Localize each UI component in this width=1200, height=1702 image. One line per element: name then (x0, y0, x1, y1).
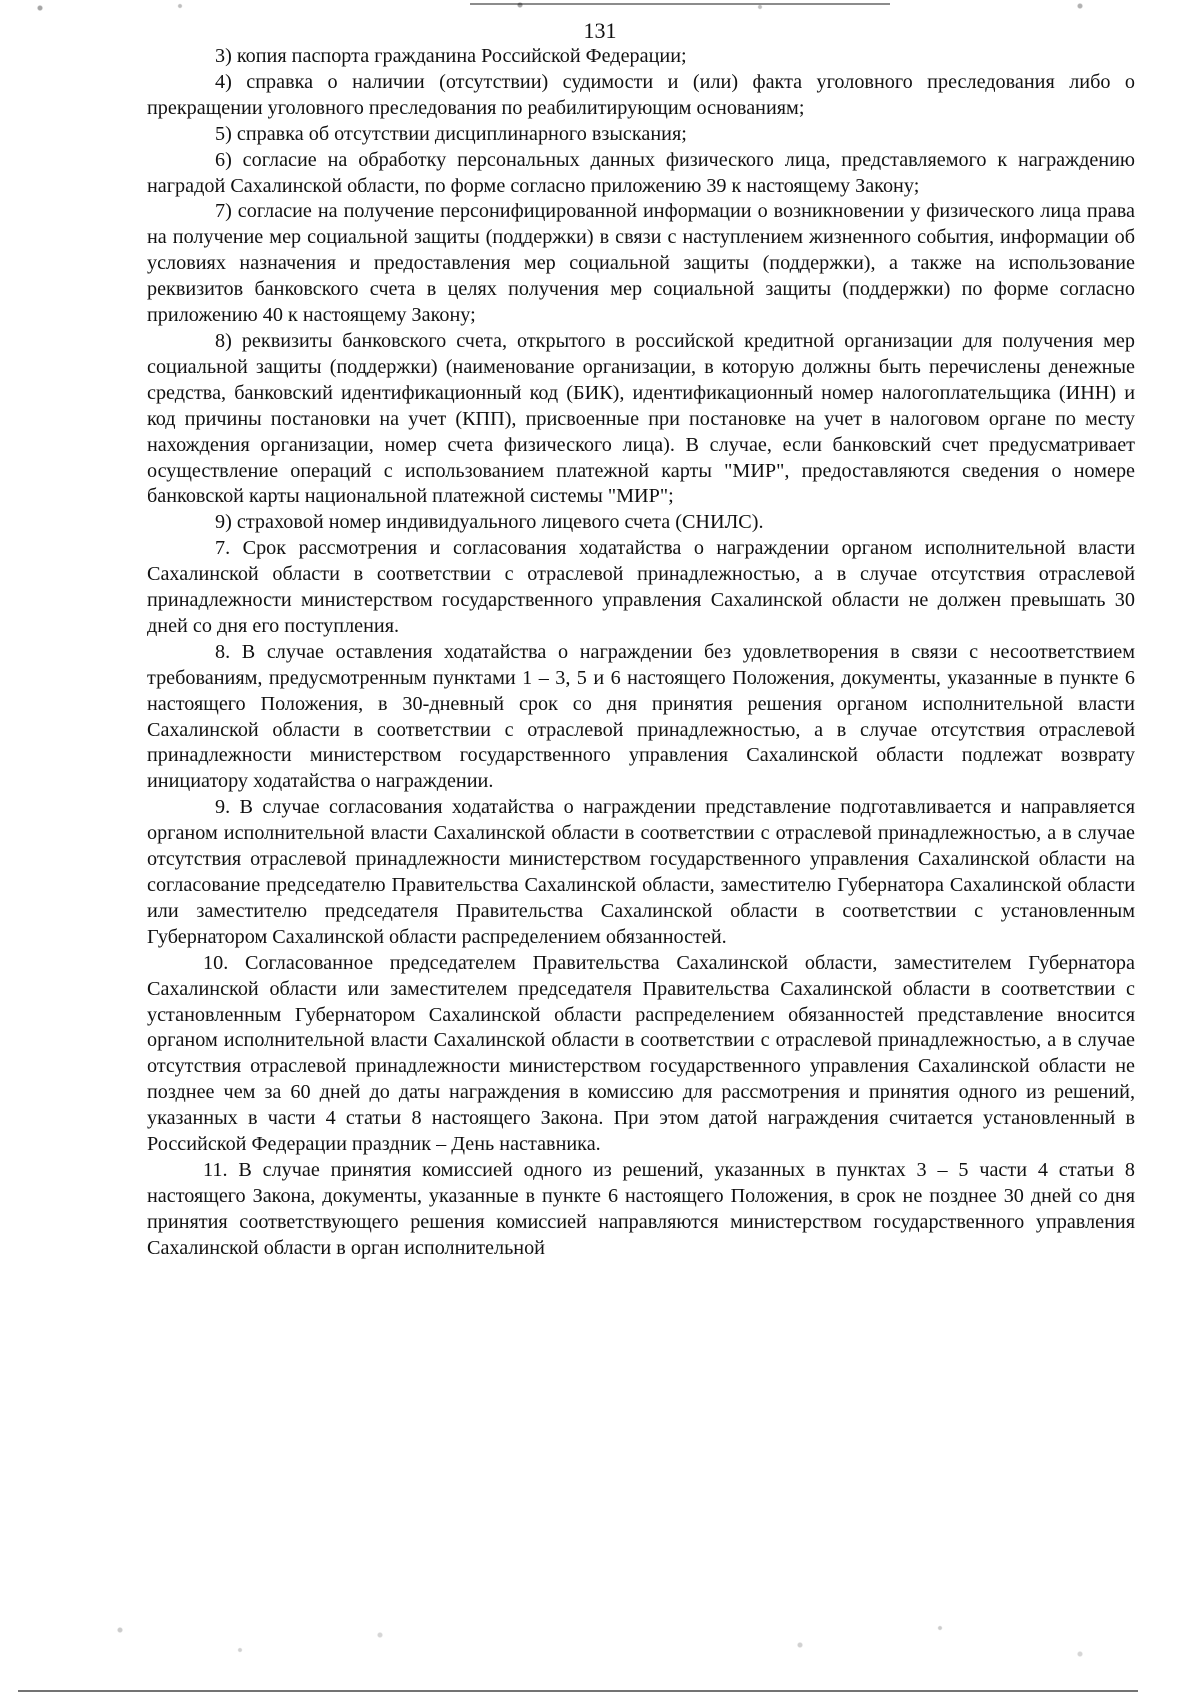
paragraph-item-5: 5) справка об отсутствии дисциплинарного взыскания; (215, 122, 687, 145)
top-scan-line (470, 3, 890, 5)
clause-8: 8. В случае оставления ходатайства о награждении без удовлетворения в связи с несоответствием требованиям, предусмотренным пунктами 1 – 3, 5 и 6 настоящего Положения, документы, указанные в пункте 6 настоящего Положения, в 30-дневный срок со дня принятия решения органом исполнительной власти Сахалинской области в соответствии с отраслевой принадлежностью, а в случае отсутствия отраслевой принадлежности министерством государственного управления Сахалинской области подлежат возврату инициатору ходатайства о награждении. (147, 640, 1135, 793)
paragraph-item-9: 9) страховой номер индивидуального лицевого счета (СНИЛС). (215, 511, 764, 534)
page-number: 131 (583, 18, 617, 43)
document-body (147, 44, 1135, 1262)
clause-9: 9. В случае согласования ходатайства о награждении представление подготавливается и направляется органом исполнительной власти Сахалинской области в соответствии с отраслевой принадлежностью, а в случае отсутствия отраслевой принадлежности министерством государственного управления Сахалинской области на согласование председателю Правительства Сахалинской области, заместителю Губернатора Сахалинской области или заместителю председателя Правительства Сахалинской области в соответствии с установленным Губернатором Сахалинской области распределением обязанностей. (147, 796, 1135, 948)
paragraph-item-6: 6) согласие на обработку персональных данных физического лица, представляемого к награждению наградой Сахалинской области, по форме согласно приложению 39 к настоящему Закону; (147, 148, 1135, 197)
paragraph-item-7: 7) согласие на получение персонифицированной информации о возникновении у физического лица права на получение мер социальной защиты (поддержки) в связи с наступлением жизненного события, информации об условиях назначения и предоставления мер социальной защиты (поддержки), а также на использование реквизитов банковского счета в целях получения мер социальной защиты (поддержки) по форме согласно приложению 40 к настоящему Закону; (147, 200, 1135, 327)
paragraph-item-8: 8) реквизиты банковского счета, открытого в российской кредитной организации для получения мер социальной защиты (поддержки) (наименование организации, в которую должны быть перечислены денежные средства, банковский идентификационный код (БИК), идентификационный номер налогоплательщика (ИНН) и код причины постановки на учет (КПП), присвоенные при постановке на учет в налоговом органе по месту нахождения организации, номер счета физического лица). В случае, если банковский счет предусматривает осуществление операций с использованием платежной карты "МИР", предоставляются сведения о номере банковской карты национальной платежной системы "МИР"; (147, 329, 1135, 508)
scan-noise-bottom (0, 1610, 1200, 1702)
paragraph-item-3: 3) копия паспорта гражданина Российской Федерации; (215, 45, 687, 67)
clause-7: 7. Срок рассмотрения и согласования ходатайства о награждении органом исполнительной власти Сахалинской области в соответствии с отраслевой принадлежностью, а в случае отсутствия отраслевой принадлежности министерством государственного управления Сахалинской области не должен превышать 30 дней со дня его поступления. (147, 537, 1135, 637)
paragraph-item-4: 4) справка о наличии (отсутствии) судимости и (или) факта уголовного преследования либо о прекращении уголовного преследования по реабилитирующим основаниям; (147, 70, 1135, 119)
bottom-scan-line (18, 1690, 1138, 1692)
clause-10: 10. Согласованное председателем Правительства Сахалинской области, заместителем Губернатора Сахалинской области или заместителем председателя Правительства Сахалинской области в соответствии с установленным Губернатором Сахалинской области распределением обязанностей представление вносится органом исполнительной власти Сахалинской области в соответствии с отраслевой принадлежностью, а в случае отсутствия отраслевой принадлежности министерством государственного управления Сахалинской области не позднее чем за 60 дней до даты награждения в комиссию для рассмотрения и принятия одного из решений, указанных в части 4 статьи 8 настоящего Закона. При этом датой награждения считается установленный в Российской Федерации праздник – День наставника. (147, 951, 1135, 1156)
clause-11: 11. В случае принятия комиссией одного из решений, указанных в пунктах 3 – 5 части 4 статьи 8 настоящего Закона, документы, указанные в пункте 6 настоящего Положения, в срок не позднее 30 дней со дня принятия соответствующего решения комиссией направляются министерством государственного управления Сахалинской области в орган исполнительной (147, 1158, 1135, 1259)
